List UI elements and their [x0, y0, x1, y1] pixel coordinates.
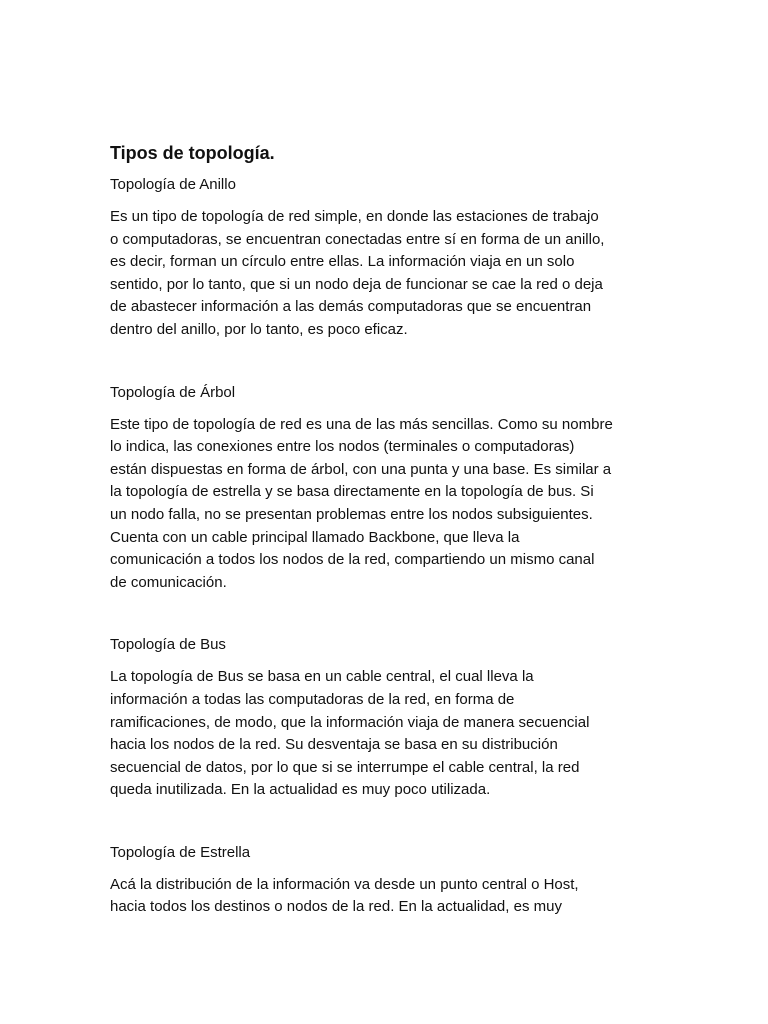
section-body-bus: La topología de Bus se basa en un cable central, el cual lleva la información a todas las computadoras de la red, en forma de ramificaciones, de modo, que la información viaja de manera secuencial hacia los nodos de la red. Su desventaja se basa en su distribución secuencial de datos, por lo que si se interrumpe el cable central, la red queda inutilizada. En la actualidad es muy poco utilizada.	[110, 668, 590, 799]
section-anillo	[110, 174, 662, 342]
document-title: Tipos de topología.	[110, 143, 275, 163]
section-arbol	[110, 382, 662, 595]
document-page	[110, 140, 662, 959]
section-heading-anillo: Topología de Anillo	[110, 176, 236, 193]
section-body-arbol: Este tipo de topología de red es una de las más sencillas. Como su nombre lo indica, las conexiones entre los nodos (terminales o computadoras) están dispuestas en forma de árbol, con una punta y una base. Es similar a la topología de estrella y se basa directamente en la topología de bus. Si un nodo falla, no se presentan problemas entre los nodos subsiguientes. Cuenta con un cable principal llamado Backbone, que lleva la comunicación a todos los nodos de la red, compartiendo un mismo canal de comunicación.	[110, 415, 613, 591]
section-body-estrella: Acá la distribución de la información va desde un punto central o Host, hacia todos los destinos o nodos de la red. En la actualidad, es muy	[110, 875, 579, 916]
section-bus	[110, 634, 662, 802]
section-body-anillo: Es un tipo de topología de red simple, en donde las estaciones de trabajo o computadoras, se encuentran conectadas entre sí en forma de un anillo, es decir, forman un círculo entre ellas. La información viaja en un solo sentido, por lo tanto, que si un nodo deja de funcionar se cae la red o deja de abastecer información a las demás computadoras que se encuentran dentro del anillo, por lo tanto, es poco eficaz.	[110, 208, 605, 338]
section-estrella	[110, 842, 662, 919]
section-heading-arbol: Topología de Árbol	[110, 383, 236, 401]
section-heading-bus: Topología de Bus	[110, 636, 226, 654]
section-heading-estrella: Topología de Estrella	[110, 843, 251, 861]
